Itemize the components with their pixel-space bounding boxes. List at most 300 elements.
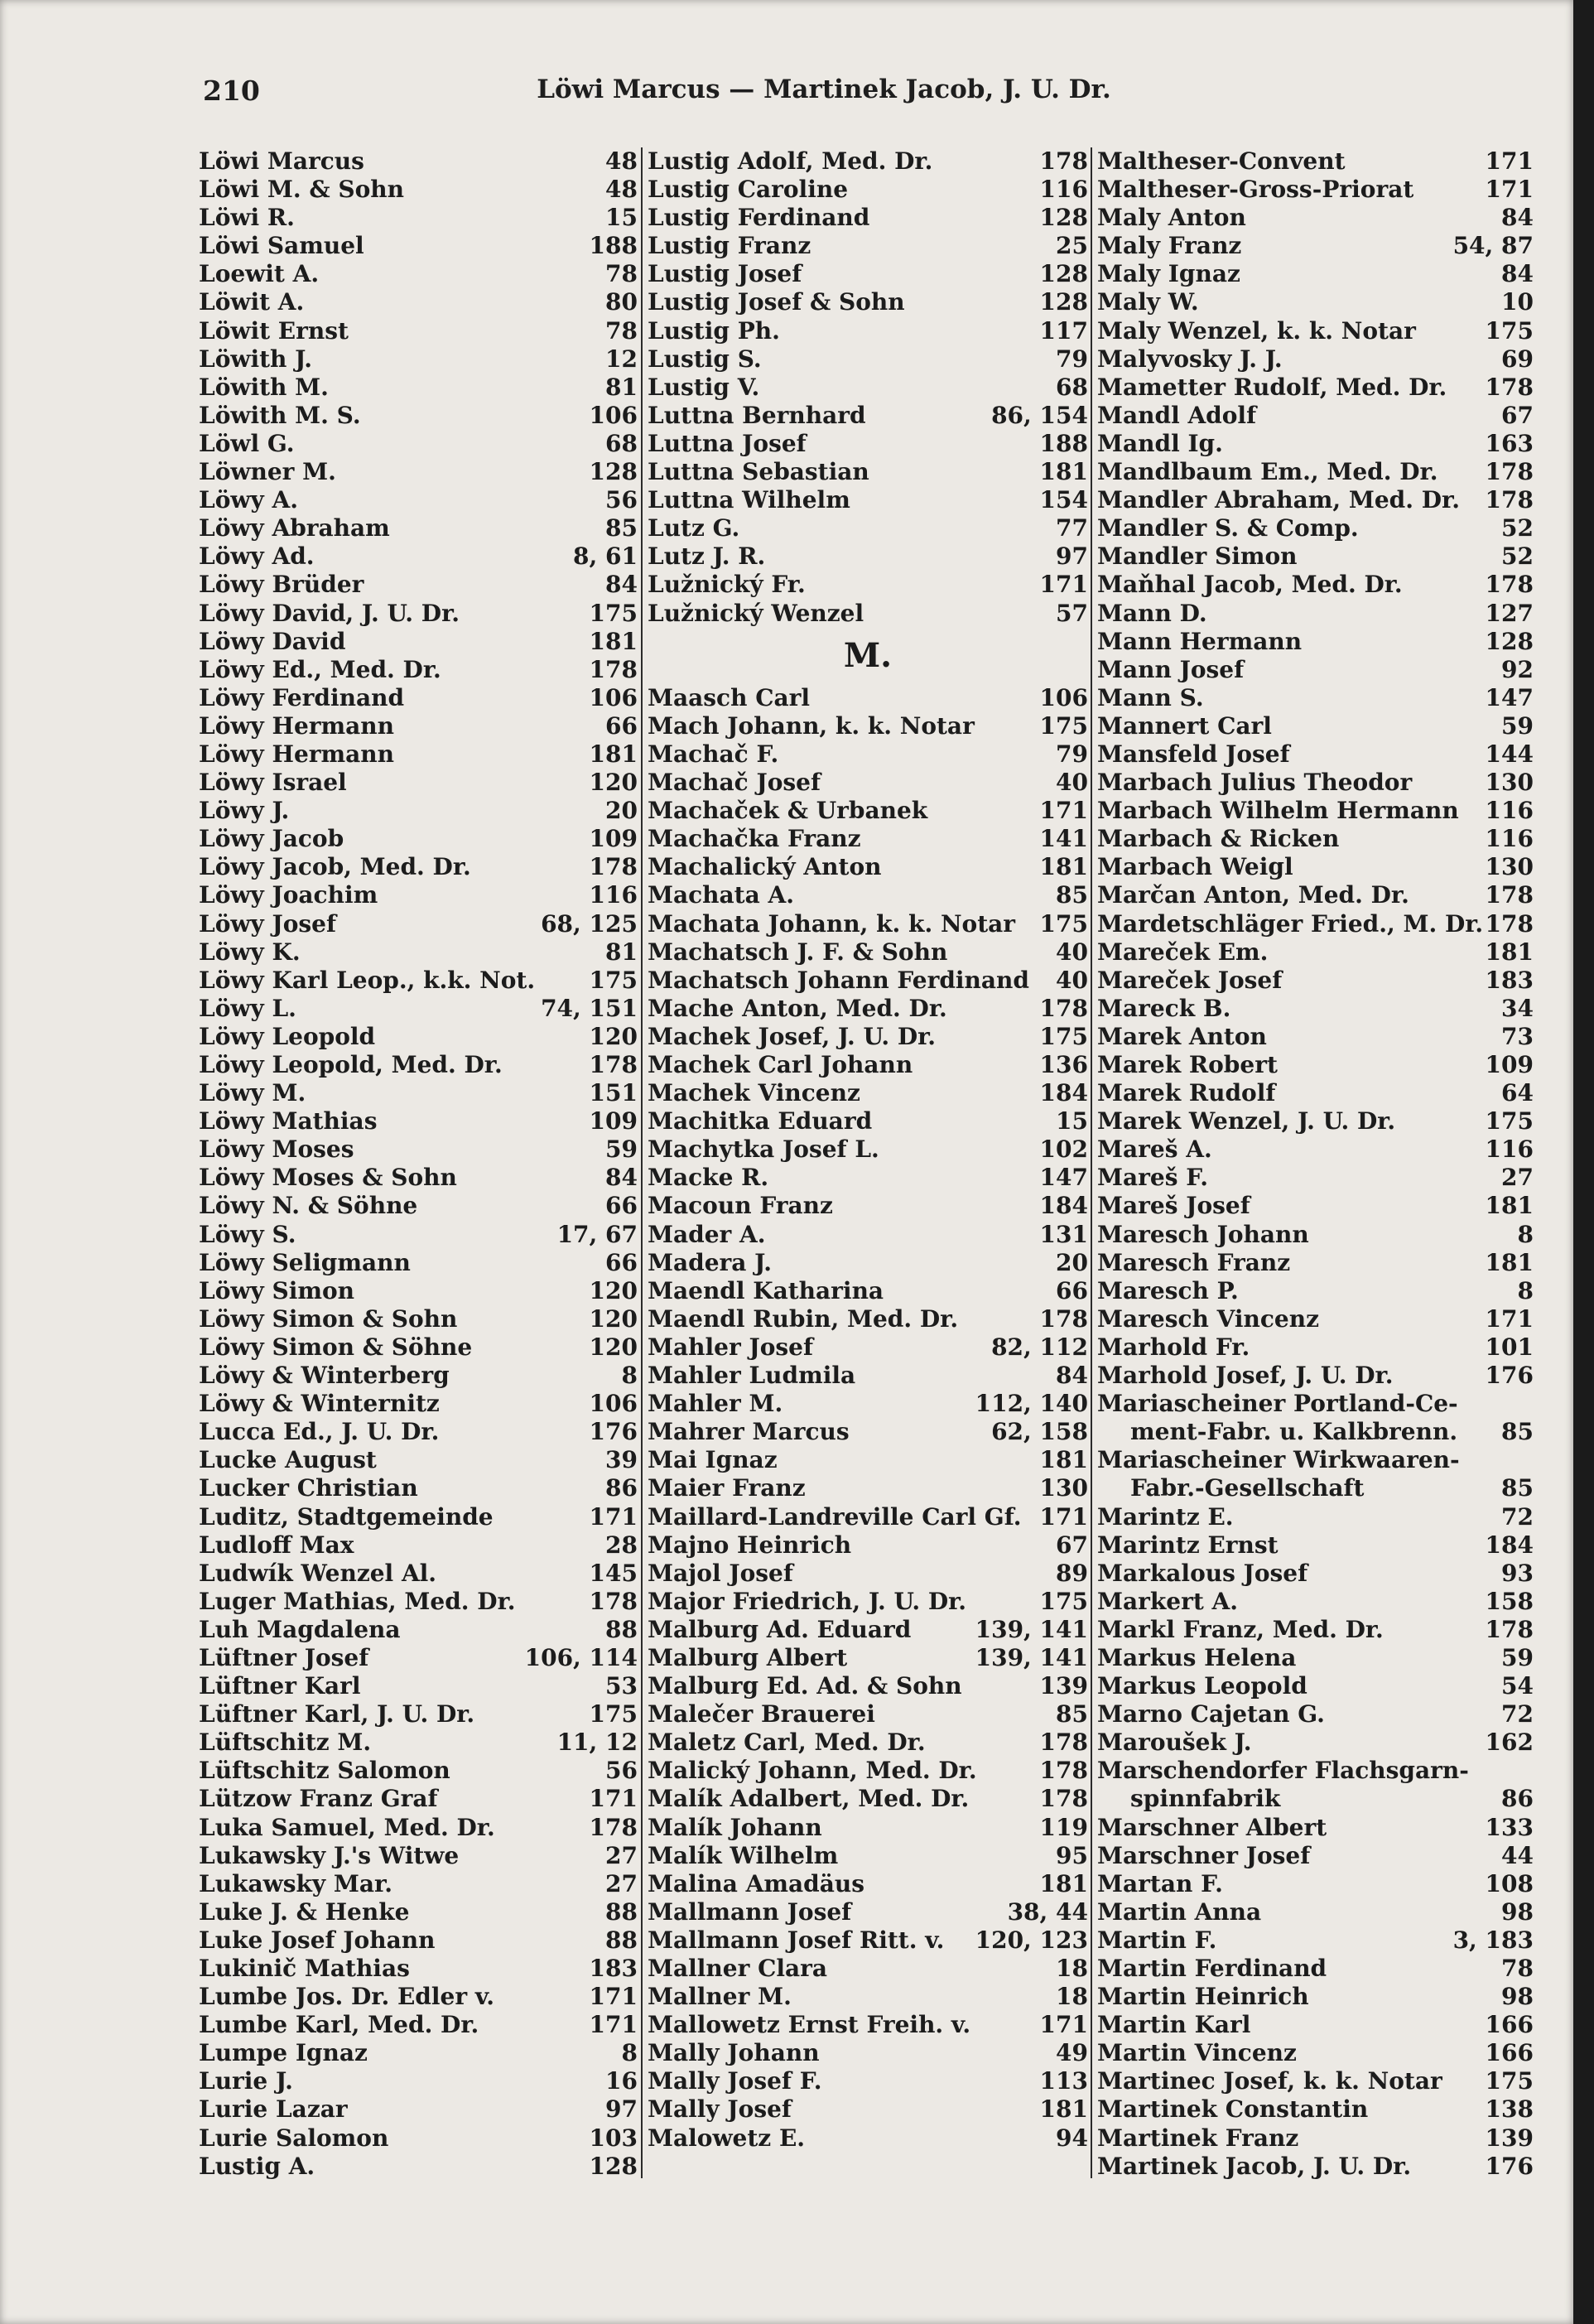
entry-page-ref: 181 [1039,853,1088,881]
directory-entry [648,2095,1088,2124]
section-letter: M. [843,635,893,675]
directory-entry [1097,542,1534,571]
directory-entry [199,1983,638,2011]
entry-page-ref: 101 [1485,1333,1534,1361]
directory-entry [648,1079,1088,1107]
entry-page-ref: 3, 183 [1452,1926,1534,1954]
directory-entry [648,2039,1088,2067]
entry-name: Marčan Anton, Med. Dr. [1097,881,1409,909]
directory-entry [648,853,1088,881]
directory-entry [1097,1531,1534,1560]
directory-entry [199,881,638,909]
entry-name: Ludloff Max [199,1531,354,1559]
directory-entry [1097,2124,1534,2153]
entry-name: Löwy K. [199,938,301,966]
entry-name: Löwy M. [199,1079,306,1107]
entry-name: Löwy Hermann [199,740,394,768]
entry-page-ref: 86 [1501,1785,1534,1813]
entry-page-ref: 120 [589,1276,638,1304]
entry-name: Mann Hermann [1097,627,1303,655]
entry-page-ref: 113 [1039,2067,1088,2095]
directory-entry [199,656,638,684]
entry-page-ref: 108 [1485,1869,1534,1897]
directory-entry [199,1700,638,1729]
entry-page-ref: 175 [1485,316,1534,345]
entry-page-ref: 175 [1485,1107,1534,1135]
entry-page-ref: 176 [1485,2152,1534,2180]
directory-entry [199,1955,638,1983]
entry-page-ref: 178 [1485,909,1534,938]
entry-page-ref: 178 [1039,1757,1088,1785]
entry-name: Löwi Samuel [199,232,364,260]
entry-page-ref: 181 [589,627,638,655]
directory-entry [648,1588,1088,1616]
directory-entry [199,2039,638,2067]
entry-page-ref: 128 [589,458,638,486]
entry-name: Löwy A. [199,486,298,514]
entry-page-ref: 178 [1039,1304,1088,1333]
entry-name: Mache Anton, Med. Dr. [648,994,947,1022]
directory-entry [648,712,1088,740]
entry-page-ref: 120 [589,1304,638,1333]
entry-name: Maly W. [1097,288,1199,316]
entry-name: Martin F. [1097,1926,1217,1954]
directory-entry [199,1079,638,1107]
entry-page-ref: 145 [589,1559,638,1587]
directory-entry [199,967,638,995]
entry-page-ref: 49 [1056,2039,1088,2067]
entry-page-ref: 8 [621,2039,638,2067]
entry-page-ref: 176 [589,1418,638,1446]
entry-page-ref: 116 [1485,1135,1534,1164]
column-divider [1091,147,1092,2178]
directory-entry [1097,1362,1534,1390]
entry-page-ref: 112, 140 [975,1390,1088,1418]
entry-page-ref: 40 [1056,966,1088,994]
directory-entry [648,1700,1088,1729]
entry-page-ref: 184 [1485,1531,1534,1559]
entry-name: Major Friedrich, J. U. Dr. [648,1587,967,1615]
entry-name: Mally Johann [648,2039,820,2067]
entry-page-ref: 8 [1517,1220,1534,1248]
entry-page-ref: 10 [1501,288,1534,316]
entry-name: Lüftschitz Salomon [199,1757,450,1785]
directory-entry [648,825,1088,853]
directory-entry [648,769,1088,797]
directory-entry [648,458,1088,486]
entry-name: Martin Karl [1097,2011,1251,2039]
entry-name: Maltheser-Convent [1097,147,1346,175]
entry-page-ref: 95 [1056,1841,1088,1869]
entry-page-ref: 89 [1056,1559,1088,1587]
page-header [203,75,1445,111]
directory-entry [648,1898,1088,1926]
directory-entry [1097,1135,1534,1164]
directory-entry [1097,2039,1534,2067]
entry-name: Martinek Jacob, J. U. Dr. [1097,2152,1412,2180]
entry-page-ref: 106 [589,401,638,429]
directory-entry [1097,1842,1534,1870]
directory-entry [1097,1983,1534,2011]
directory-entry [648,1362,1088,1390]
directory-entry [1097,514,1534,542]
directory-entry [1097,232,1534,260]
entry-page-ref: 178 [1485,486,1534,514]
directory-entry [1097,656,1534,684]
directory-entry [199,1107,638,1135]
entry-page-ref: 178 [589,1587,638,1615]
entry-page-ref: 171 [1485,147,1534,175]
directory-entry [199,910,638,938]
directory-entry [199,514,638,542]
directory-entry [199,486,638,514]
directory-entry [199,2124,638,2153]
directory-entry [648,176,1088,204]
entry-name: Maňhal Jacob, Med. Dr. [1097,571,1403,599]
entry-name: Lutz G. [648,514,740,542]
entry-name: Löwy Ferdinand [199,683,405,711]
directory-entry [648,1249,1088,1277]
entry-name: Mandlbaum Em., Med. Dr. [1097,458,1438,486]
directory-entry [199,571,638,599]
directory-entry [1097,825,1534,853]
directory-entry [1097,1107,1534,1135]
entry-name: Mardetschläger Fried., M. Dr. [1097,909,1484,938]
directory-entry [1097,938,1534,967]
entry-name: Luttna Sebastian [648,458,869,486]
entry-name: Machalický Anton [648,853,882,881]
entry-page-ref: 68, 125 [541,909,638,938]
entry-page-ref: 62, 158 [991,1418,1088,1446]
entry-page-ref: 181 [1039,1446,1088,1474]
entry-page-ref: 85 [1501,1418,1534,1446]
directory-entry [1097,1700,1534,1729]
entry-page-ref: 84 [605,1164,638,1192]
directory-entry [199,797,638,825]
directory-entry [1097,1221,1534,1249]
entry-page-ref: 78 [605,316,638,345]
entry-name: Löwy Josef [199,909,337,938]
entry-name: Ludwík Wenzel Al. [199,1559,437,1587]
entry-page-ref: 84 [1501,204,1534,232]
directory-entry [199,1814,638,1842]
entry-page-ref: 116 [1485,825,1534,853]
entry-name: Löwy & Winternitz [199,1390,440,1418]
directory-entry [1097,1729,1534,1757]
entry-name: Löwy Seligmann [199,1248,411,1276]
entry-page-ref: 138 [1485,2095,1534,2124]
directory-entry [1097,458,1534,486]
entry-page-ref: 34 [1501,994,1534,1022]
directory-entry [1097,1023,1534,1051]
entry-page-ref: 109 [1485,1051,1534,1078]
entry-page-ref: 175 [589,1700,638,1729]
entry-page-ref: 52 [1501,542,1534,571]
entry-page-ref: 25 [1056,232,1088,260]
entry-name: Marschner Josef [1097,1841,1311,1869]
entry-name: Lucca Ed., J. U. Dr. [199,1418,440,1446]
entry-page-ref: 73 [1501,1022,1534,1050]
entry-page-ref: 147 [1485,683,1534,711]
directory-entry [1097,967,1534,995]
directory-entry [648,1531,1088,1560]
entry-name: Mann S. [1097,683,1204,711]
directory-entry [648,684,1088,712]
scan-edge [1573,0,1594,2324]
entry-page-ref: 181 [1039,2095,1088,2124]
entry-page-ref: 130 [1039,1474,1088,1502]
directory-entry [648,910,1088,938]
directory-entry [199,600,638,628]
entry-page-ref: 40 [1056,938,1088,966]
entry-name: Mallner M. [648,1983,792,2011]
entry-name: Löwy Moses & Sohn [199,1164,457,1192]
entry-page-ref: 81 [605,938,638,966]
entry-name: Mally Josef F. [648,2067,822,2095]
directory-entry [199,260,638,288]
entry-page-ref: 181 [1039,458,1088,486]
entry-page-ref: 163 [1485,429,1534,457]
directory-entry [648,1221,1088,1249]
entry-page-ref: 56 [605,1757,638,1785]
entry-page-ref: 79 [1056,345,1088,373]
entry-page-ref: 178 [1039,994,1088,1022]
entry-name: Lurie Salomon [199,2124,389,2152]
entry-name: Malburg Ad. Eduard [648,1615,912,1643]
entry-page-ref: 94 [1056,2124,1088,2152]
entry-page-ref: 178 [589,1051,638,1078]
directory-entry [1097,1757,1534,1785]
directory-entry [1097,1616,1534,1644]
entry-name: Löwith M. [199,373,329,401]
directory-entry [199,2067,638,2095]
entry-page-ref: 15 [605,204,638,232]
entry-page-ref: 175 [1039,1022,1088,1050]
directory-entry [648,881,1088,909]
directory-entry [1097,910,1534,938]
entry-page-ref: 40 [1056,769,1088,797]
entry-name: Löwy L. [199,994,296,1022]
entry-page-ref: 106 [1039,683,1088,711]
column-divider [641,147,643,2178]
entry-name: Löwy Simon & Sohn [199,1304,458,1333]
entry-page-ref: 88 [605,1615,638,1643]
entry-name: Lurie J. [199,2067,293,2095]
entry-name: Machačka Franz [648,825,861,853]
entry-page-ref: 78 [605,260,638,288]
directory-entry [1097,2153,1534,2181]
entry-name: Lüftner Josef [199,1643,369,1671]
directory-entry [648,430,1088,458]
entry-name: Mariascheiner Wirkwaaren- [1097,1446,1460,1474]
entry-page-ref: 39 [605,1446,638,1474]
entry-name: Maletz Carl, Med. Dr. [648,1729,926,1757]
entry-page-ref: 127 [1485,599,1534,627]
entry-name: Majol Josef [648,1559,793,1587]
directory-entry [1097,402,1534,430]
entry-page-ref: 85 [605,514,638,542]
entry-page-ref: 181 [1485,1192,1534,1220]
directory-entry [648,2067,1088,2095]
entry-page-ref: 93 [1501,1559,1534,1587]
entry-page-ref: 20 [605,797,638,825]
entry-page-ref: 178 [1485,458,1534,486]
entry-page-ref: 175 [1039,909,1088,938]
entry-page-ref: 16 [605,2067,638,2095]
entry-name: Machač F. [648,740,779,768]
entry-page-ref: 85 [1056,881,1088,909]
entry-page-ref: 119 [1039,1813,1088,1841]
directory-entry [199,317,638,345]
entry-page-ref: 133 [1485,1813,1534,1841]
directory-entry [648,1333,1088,1362]
entry-name: Mader A. [648,1220,766,1248]
entry-name: Lurie Lazar [199,2095,348,2124]
entry-name: Löwy Brüder [199,571,364,599]
entry-name: Mareček Josef [1097,966,1283,994]
directory-entry [1097,1644,1534,1672]
entry-page-ref: 66 [605,711,638,740]
directory-entry [648,204,1088,232]
directory-entry [1097,881,1534,909]
entry-name: Lustig Ph. [648,316,780,345]
entry-name: Mally Josef [648,2095,792,2124]
entry-name: Marhold Josef, J. U. Dr. [1097,1362,1394,1390]
entry-name: Löwy Moses [199,1135,354,1164]
entry-page-ref: 171 [1039,2011,1088,2039]
entry-name: Löwy Leopold [199,1022,376,1050]
entry-name: Lüftschitz M. [199,1729,372,1757]
entry-page-ref: 171 [1485,176,1534,204]
entry-name: Löwy Jacob [199,825,344,853]
entry-name: Lüftner Karl, J. U. Dr. [199,1700,475,1729]
entry-name: Mach Johann, k. k. Notar [648,711,975,740]
entry-name: Malburg Albert [648,1643,848,1671]
directory-entry [648,740,1088,769]
entry-page-ref: 102 [1039,1135,1088,1164]
entry-page-ref: 8 [621,1362,638,1390]
entry-page-ref: 72 [1501,1502,1534,1531]
entry-page-ref: 178 [589,655,638,683]
entry-name: Macoun Franz [648,1192,833,1220]
entry-page-ref: 175 [589,599,638,627]
entry-page-ref: 64 [1501,1079,1534,1107]
entry-name: Machek Carl Johann [648,1051,913,1078]
directory-entry [199,938,638,967]
entry-name: Martinec Josef, k. k. Notar [1097,2067,1442,2095]
entry-page-ref: 28 [605,1531,638,1559]
entry-page-ref: 130 [1485,853,1534,881]
entry-name: Lustig Franz [648,232,811,260]
entry-name: Marek Anton [1097,1022,1267,1050]
entry-name: Mallmann Josef [648,1897,852,1926]
directory-entry [648,1616,1088,1644]
entry-name: Löwner M. [199,458,336,486]
entry-page-ref: 144 [1485,740,1534,768]
entry-name: Löwy David, J. U. Dr. [199,599,460,627]
entry-page-ref: 66 [605,1248,638,1276]
entry-page-ref: 11, 12 [556,1729,638,1757]
directory-entry [648,542,1088,571]
directory-entry [199,430,638,458]
entry-name: Lucke August [199,1446,377,1474]
entry-name: Löwi M. & Sohn [199,176,404,204]
entry-name: Maresch P. [1097,1276,1239,1304]
directory-entry [1097,288,1534,316]
entry-name: Lustig Josef & Sohn [648,288,905,316]
entry-page-ref: 38, 44 [1007,1897,1088,1926]
directory-entry [199,1221,638,1249]
entry-name: Löwy N. & Söhne [199,1192,418,1220]
entry-page-ref: 109 [589,1107,638,1135]
directory-entry [1097,176,1534,204]
entry-page-ref: 82, 112 [991,1333,1088,1361]
entry-name: Lucker Christian [199,1474,418,1502]
entry-page-ref: 106 [589,683,638,711]
directory-entry [1097,1785,1534,1813]
entry-name: Lustig V. [648,373,760,401]
entry-page-ref: 85 [1501,1474,1534,1502]
entry-page-ref: 120, 123 [975,1926,1088,1954]
entry-name: Lutz J. R. [648,542,766,571]
entry-name: Löwy Hermann [199,711,394,740]
directory-entry [199,1390,638,1418]
entry-page-ref: 184 [1039,1079,1088,1107]
entry-name: Maresch Franz [1097,1248,1291,1276]
entry-page-ref: 171 [589,2011,638,2039]
entry-name: Fabr.-Gesellschaft [1130,1474,1365,1502]
entry-name: Martinek Constantin [1097,2095,1369,2124]
entry-name: Lužnický Fr. [648,571,806,599]
entry-name: Löwy Abraham [199,514,390,542]
directory-entry [1097,712,1534,740]
entry-page-ref: 178 [589,853,638,881]
entry-page-ref: 116 [589,881,638,909]
entry-name: Madera J. [648,1248,772,1276]
directory-entry [199,825,638,853]
entry-name: Luttna Wilhelm [648,486,850,514]
entry-page-ref: 103 [589,2124,638,2152]
directory-entry [199,2095,638,2124]
entry-name: Löwit A. [199,288,305,316]
entry-name: Löwit Ernst [199,316,349,345]
directory-entry [648,260,1088,288]
directory-entry [1097,769,1534,797]
directory-entry [199,1842,638,1870]
entry-name: Mannert Carl [1097,711,1272,740]
entry-page-ref: 20 [1056,1248,1088,1276]
entry-name: Lustig Adolf, Med. Dr. [648,147,933,175]
directory-entry [1097,797,1534,825]
directory-entry [648,288,1088,316]
directory-entry [199,1023,638,1051]
directory-entry [199,628,638,656]
entry-name: Lukinič Mathias [199,1955,410,1982]
entry-name: Martin Heinrich [1097,1983,1309,2011]
directory-entry [199,232,638,260]
directory-entry [648,1446,1088,1474]
entry-page-ref: 88 [605,1897,638,1926]
entry-name: Marbach & Ricken [1097,825,1340,853]
directory-entry [1097,345,1534,374]
entry-page-ref: 158 [1485,1587,1534,1615]
entry-name: Luttna Josef [648,429,807,457]
entry-page-ref: 68 [1056,373,1088,401]
directory-entry [648,1023,1088,1051]
entry-page-ref: 54 [1501,1672,1534,1700]
directory-entry [199,1588,638,1616]
directory-column-2 [648,147,1088,2153]
